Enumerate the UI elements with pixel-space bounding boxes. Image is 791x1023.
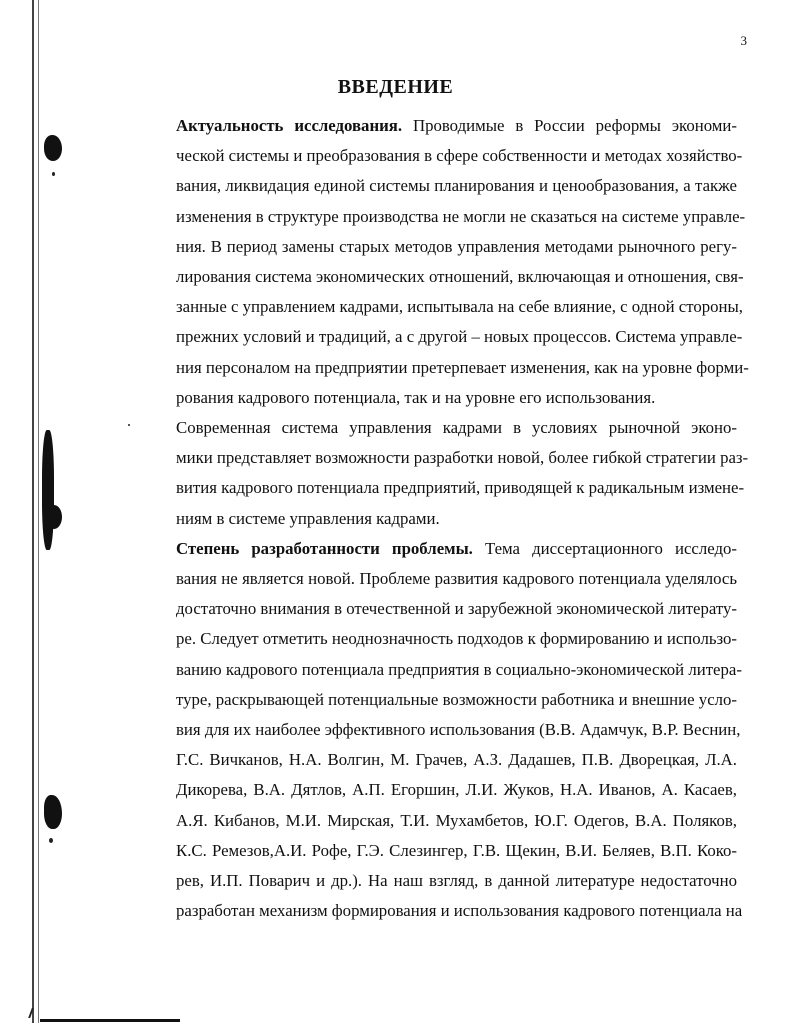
text-line: занные с управлением кадрами, испытывала на себе влияние, с одной стороны,	[176, 297, 743, 317]
scan-blot	[42, 430, 54, 550]
scan-bottom-line	[40, 1019, 180, 1022]
text-line: вия для их наиболее эффективного использования (В.В. Адамчук, В.Р. Веснин,	[176, 720, 741, 740]
scan-edge-line	[38, 0, 39, 1023]
text-line: ниям в системе управления кадрами.	[176, 508, 440, 528]
text-line: лирования система экономических отношений, включающая и отношения, свя-	[176, 267, 744, 287]
text-line: ре. Следует отметить неоднозначность подходов к формированию и использо-	[176, 629, 737, 649]
paragraph-lead: Степень разработанности проблемы.	[176, 538, 473, 558]
scan-speck	[49, 838, 53, 843]
text-line: разработан механизм формирования и использования кадрового потенциала на	[176, 901, 743, 921]
paragraph-modern-system	[128, 413, 749, 534]
scan-blot	[44, 795, 62, 829]
text-line: Проводимые в России реформы экономи-	[402, 116, 737, 135]
scan-bottom-mark	[28, 1008, 46, 1018]
paragraph-lead: Актуальность исследования.	[176, 116, 403, 135]
text-line: рев, И.П. Поварич и др.). На наш взгляд, в данной литературе недостаточно	[176, 871, 737, 891]
page-title: ВВЕДЕНИЕ	[337, 76, 454, 98]
text-line: Тема диссертационного исследо-	[472, 538, 737, 558]
text-line: ческой системы и преобразования в сфере собственности и методах хозяйство-	[176, 146, 743, 166]
text-line: достаточно внимания в отечественной и зарубежной экономической литерату-	[176, 599, 737, 619]
text-line: Дикорева, В.А. Дятлов, А.П. Егоршин, Л.И. Жуков, Н.А. Иванов, А. Касаев,	[176, 780, 737, 800]
text-line: вания не является новой. Проблеме развития кадрового потенциала уделялось	[176, 569, 737, 589]
scan-speck	[52, 172, 55, 176]
paragraph-relevance	[128, 111, 749, 413]
text-line: мики представляет возможности разработки новой, более гибкой стратегии раз-	[176, 448, 749, 468]
text-line: Современная система управления кадрами в условиях рыночной эконо-	[176, 418, 737, 438]
text-line: ния персоналом на предприятии претерпевает изменения, как на уровне форми-	[176, 357, 749, 377]
text-line: прежних условий и традиций, а с другой – новых процессов. Система управле-	[176, 327, 743, 347]
page-number: 3	[740, 33, 747, 48]
scan-blot	[46, 505, 62, 529]
text-line: рования кадрового потенциала, так и на уровне его использования.	[176, 387, 656, 407]
text-line: изменения в структуре производства не могли не сказаться на системе управле-	[176, 206, 746, 226]
scan-edge-line	[32, 0, 34, 1023]
body-text	[128, 111, 749, 926]
text-line: А.Я. Кибанов, М.И. Мирская, Т.И. Мухамбетов, Ю.Г. Одегов, В.А. Поляков,	[176, 810, 737, 830]
text-line: ния. В период замены старых методов управления методами рыночного регу-	[176, 236, 737, 256]
text-line: Г.С. Вичканов, Н.А. Волгин, М. Грачев, А.З. Дадашев, П.В. Дворецкая, Л.А.	[176, 750, 737, 770]
text-line: вания, ликвидация единой системы планирования и ценообразования, а также	[176, 176, 737, 196]
text-line: К.С. Ремезов,А.И. Рофе, Г.Э. Слезингер, Г.В. Щекин, В.И. Беляев, В.П. Коко-	[176, 840, 737, 860]
paragraph-degree-of-study	[128, 534, 743, 927]
text-line: вития кадрового потенциала предприятий, приводящей к радикальным измене-	[176, 478, 745, 498]
text-line: ванию кадрового потенциала предприятия в социально-экономической литера-	[176, 659, 742, 679]
scan-blot	[44, 135, 62, 161]
text-line: туре, раскрывающей потенциальные возможности работника и внешние усло-	[176, 689, 737, 709]
